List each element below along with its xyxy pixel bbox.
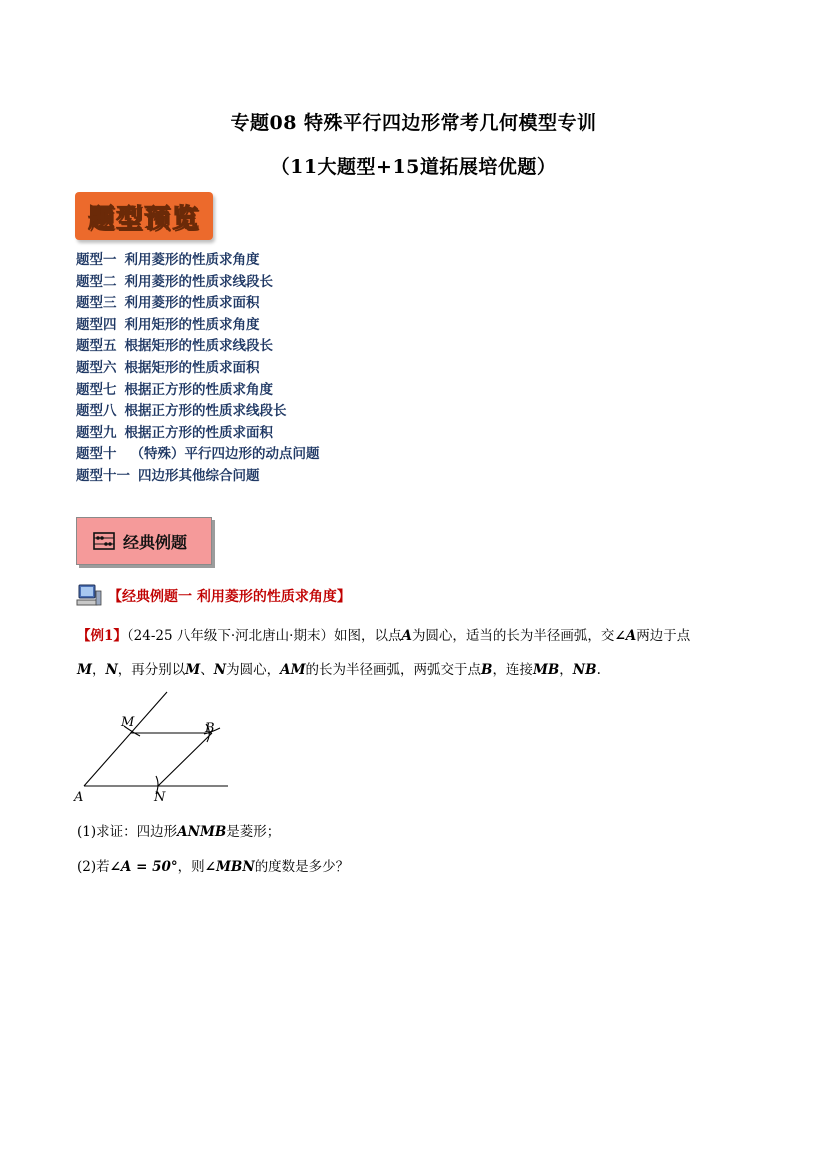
geometry-figure xyxy=(72,690,232,808)
label-m: M xyxy=(121,715,135,730)
example-text-line2: M，N，再分别以M、N为圆心，AM的长为半径画弧，两弧交于点B，连接MB，NB. xyxy=(77,662,601,678)
preview-banner-label: 题型预览 xyxy=(87,203,200,234)
segment-nb xyxy=(158,733,212,786)
topic-list xyxy=(76,250,320,488)
topic-item: 题型六 根据矩形的性质求面积 xyxy=(76,359,260,376)
example-section-title: 【经典例题一 利用菱形的性质求角度】 xyxy=(108,589,351,605)
topic-item: 题型七 根据正方形的性质求角度 xyxy=(76,381,273,398)
computer-icon xyxy=(76,583,102,609)
topic-item: 题型一 利用菱形的性质求角度 xyxy=(76,252,260,268)
topic-item: 题型四 利用矩形的性质求角度 xyxy=(76,316,260,333)
label-n: N xyxy=(154,790,166,805)
question-1: (1)求证：四边形ANMB是菱形； xyxy=(77,824,281,840)
document-title: 专题08 特殊平行四边形常考几何模型专训 xyxy=(230,112,597,134)
topic-item: 题型三 利用菱形的性质求面积 xyxy=(76,295,260,312)
label-a: A xyxy=(74,790,84,805)
ray-am xyxy=(84,692,167,786)
label-b: B xyxy=(205,721,215,736)
examples-banner-label: 经典例题 xyxy=(123,532,188,552)
topic-item: 题型八 根据正方形的性质求线段长 xyxy=(76,403,287,420)
topic-item: 题型十 （特殊）平行四边形的动点问题 xyxy=(76,446,320,463)
topic-item: 题型五 根据矩形的性质求线段长 xyxy=(76,338,273,355)
topic-item: 题型十一 四边形其他综合问题 xyxy=(76,467,260,484)
example-section-heading xyxy=(76,583,351,609)
abacus-icon xyxy=(93,532,115,550)
question-2: (2)若∠A = 50°，则∠MBN的度数是多少？ xyxy=(77,859,350,875)
topic-item: 题型九 根据正方形的性质求面积 xyxy=(76,424,273,441)
example-text-line1: 【例1】（24-25 八年级下·河北唐山·期末）如图，以点A为圆心，适当的长为半径画弧，交∠A两边于点 xyxy=(77,628,691,644)
preview-banner xyxy=(75,192,213,240)
topic-item: 题型二 利用菱形的性质求线段长 xyxy=(76,273,273,290)
examples-banner xyxy=(76,517,212,565)
document-subtitle: （11大题型+15道拓展培优题） xyxy=(270,156,557,178)
